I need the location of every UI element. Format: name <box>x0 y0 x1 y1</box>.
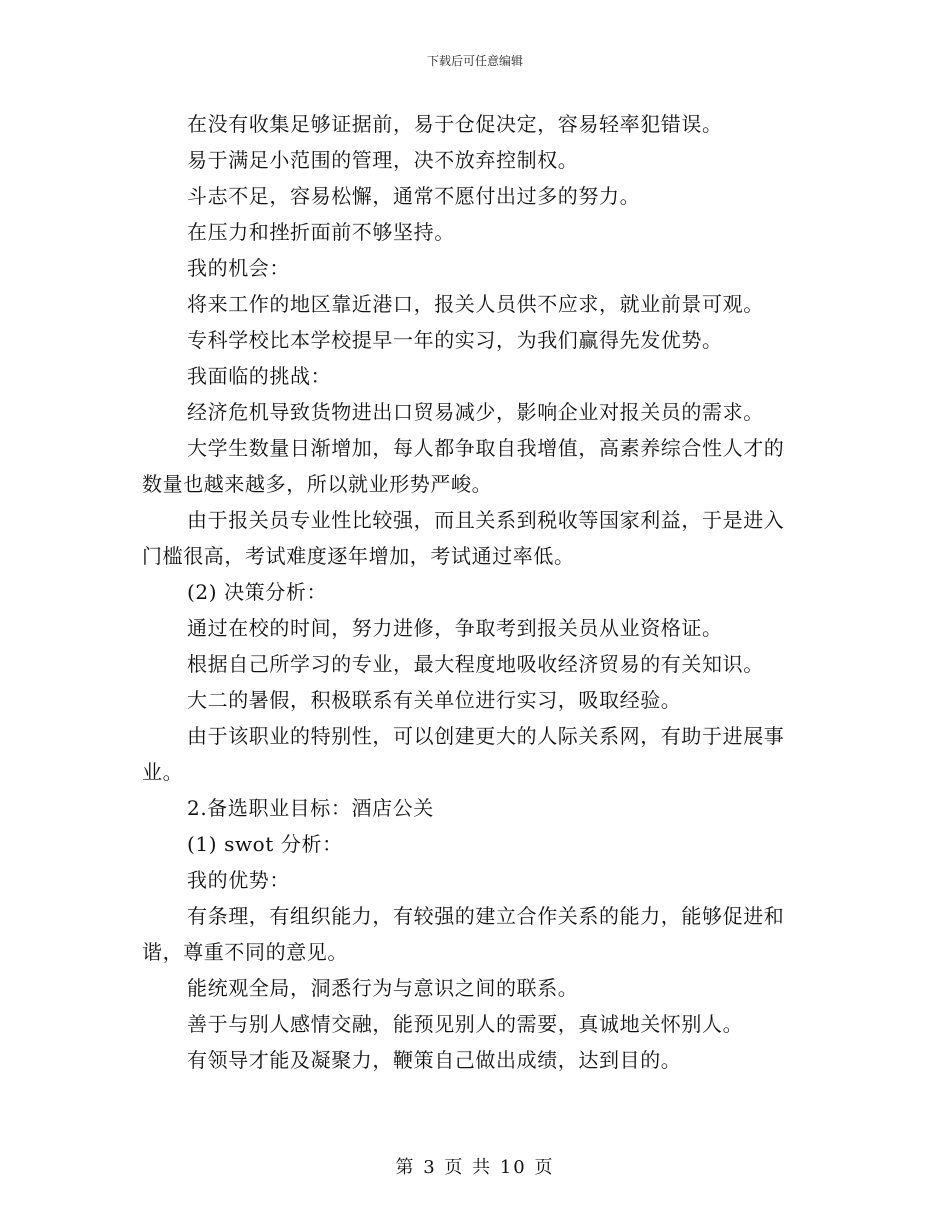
paragraph: 专科学校比本学校提早一年的实习，为我们赢得先发优势。 <box>187 328 723 352</box>
paragraph: 有领导才能及凝聚力，鞭策自己做出成绩，达到目的。 <box>187 1048 682 1072</box>
section-heading: (2) 决策分析： <box>187 580 328 604</box>
paragraph: 斗志不足，容易松懈，通常不愿付出过多的努力。 <box>187 184 641 208</box>
paragraph: 根据自己所学习的专业，最大程度地吸收经济贸易的有关知识。 <box>187 652 764 676</box>
section-heading: 2.备选职业目标：酒店公关 <box>187 796 434 820</box>
paragraph: 易于满足小范围的管理，决不放弃控制权。 <box>187 148 579 172</box>
section-heading: 我的优势： <box>187 868 290 892</box>
paragraph: 大学生数量日渐增加，每人都争取自我增值，高素养综合性人才的数量也越来越多，所以就业形势严峻。 <box>142 436 785 496</box>
paragraph: 在没有收集足够证据前，易于仓促决定，容易轻率犯错误。 <box>187 112 723 136</box>
section-heading: 我的机会： <box>187 256 290 280</box>
paragraph: 由于该职业的特别性，可以创建更大的人际关系网，有助于进展事业。 <box>142 724 785 784</box>
paragraph: 通过在校的时间，努力进修，争取考到报关员从业资格证。 <box>187 616 723 640</box>
paragraph: 经济危机导致货物进出口贸易减少，影响企业对报关员的需求。 <box>187 400 764 424</box>
document-body <box>142 106 802 1078</box>
section-heading: (1) swot 分析： <box>187 832 343 856</box>
paragraph: 善于与别人感情交融，能预见别人的需要，真诚地关怀别人。 <box>187 1012 744 1036</box>
paragraph: 能统观全局，洞悉行为与意识之间的联系。 <box>187 976 579 1000</box>
section-heading: 我面临的挑战： <box>187 364 332 388</box>
page-number: 第 3 页 共 10 页 <box>395 1157 555 1178</box>
paragraph: 由于报关员专业性比较强，而且关系到税收等国家利益，于是进入门槛很高，考试难度逐年增加，考试通过率低。 <box>142 508 785 568</box>
page-header: 下载后可任意编辑 <box>426 54 523 68</box>
paragraph: 大二的暑假，积极联系有关单位进行实习，吸取经验。 <box>187 688 682 712</box>
paragraph: 将来工作的地区靠近港口，报关人员供不应求，就业前景可观。 <box>187 292 764 316</box>
paragraph: 有条理，有组织能力，有较强的建立合作关系的能力，能够促进和谐，尊重不同的意见。 <box>142 904 785 964</box>
paragraph: 在压力和挫折面前不够坚持。 <box>187 220 455 244</box>
